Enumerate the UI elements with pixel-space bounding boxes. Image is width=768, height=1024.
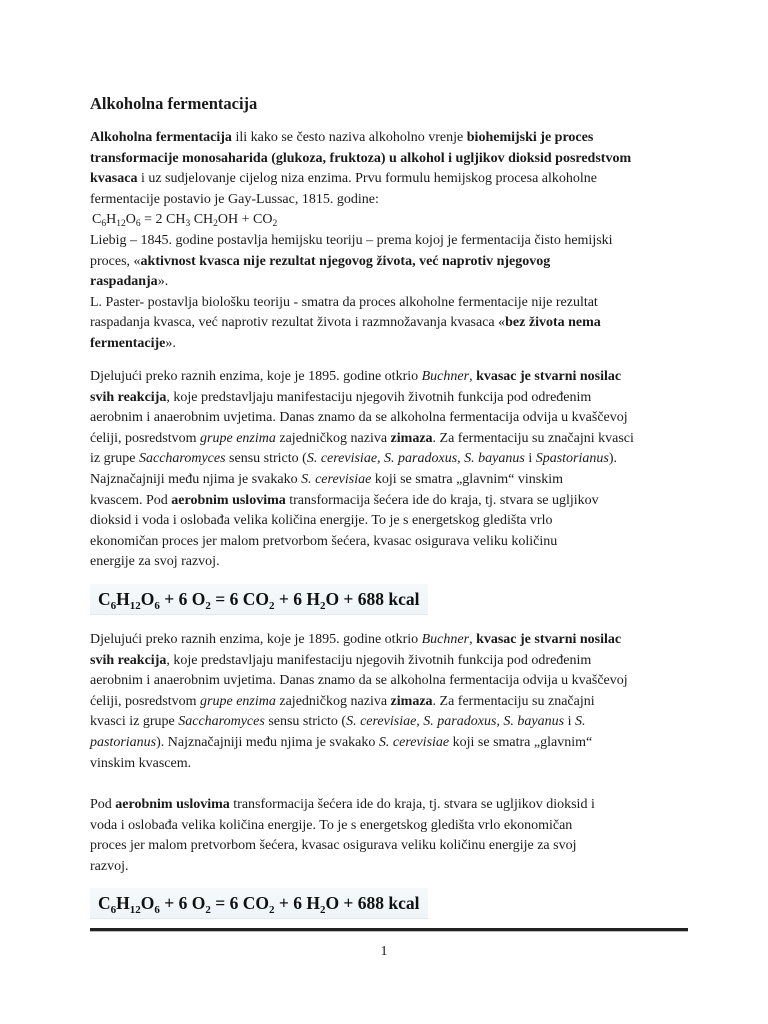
bold-term: bez života nema	[505, 315, 601, 331]
bold-term: biohemijski je proces	[466, 130, 594, 145]
paragraph-buchner-repeat	[90, 630, 678, 774]
formula-subscript: 2	[213, 219, 218, 230]
text-line	[90, 128, 678, 149]
equation-part: H	[116, 893, 130, 913]
equation-part: O	[140, 893, 155, 913]
text-line	[90, 367, 678, 388]
bold-term: zimaza	[390, 693, 433, 709]
equation-subscript: 2	[319, 600, 326, 612]
text-span: transformacija šećera ide do kraja, tj. stvara se ugljikov dioksid i	[229, 797, 595, 812]
bold-term: kvasaca	[90, 171, 138, 187]
text-span: sensu stricto (	[264, 714, 347, 730]
text-line	[90, 313, 678, 334]
text-span: , koje predstavljaju manifestaciju njegovih životnih funkcija pod određenim	[166, 652, 592, 668]
text-line	[90, 149, 678, 170]
text-line: aerobnim i anaerobnim uvjetima. Danas znamo da se alkoholna fermentacija odvija u kvaščevoj	[90, 673, 628, 689]
text-span: . Za fermentaciju su značajni kvasci	[432, 430, 634, 446]
equation-subscript: 2	[205, 600, 211, 612]
text-span: i	[564, 714, 575, 730]
italic-term: grupe enzima	[200, 430, 276, 446]
text-span: ,	[469, 632, 477, 647]
equation-aerobic-1	[90, 584, 428, 615]
text-span: ).	[608, 451, 617, 467]
text-span: sensu stricto (	[225, 451, 307, 467]
equation-part: = 6 CO	[210, 589, 269, 609]
equation-subscript: 2	[205, 904, 211, 916]
formula-subscript: 12	[116, 219, 126, 230]
bold-term: Alkoholna fermentacija	[90, 130, 232, 145]
text-span: kvascem. Pod	[90, 492, 172, 508]
text-span: zajedničkog naziva	[275, 430, 391, 446]
equation-subscript: 2	[268, 904, 275, 916]
text-line: aerobnim i anaerobnim uvjetima. Danas znamo da se alkoholna fermentacija odvija u kvaščevoj	[90, 410, 628, 426]
formula-part: CH	[190, 212, 214, 228]
text-line	[90, 795, 678, 816]
paragraph-aerobic	[90, 795, 678, 877]
text-line: proces jer malom pretvorbom šećera, kvasac osigurava veliku količinu energije za svoj	[90, 838, 577, 854]
formula-part: OH + CO	[217, 212, 273, 228]
inline-formula	[90, 210, 678, 231]
text-line	[90, 491, 678, 512]
text-span: zajedničkog naziva	[275, 693, 391, 709]
text-span: koji se smatra „glavnim“ vinskim	[371, 471, 564, 487]
equation-part: + 6 H	[274, 893, 320, 913]
text-line: voda i oslobađa velika količina energije. To je s energetskog gledišta vrlo ekonomičan	[90, 817, 573, 833]
equation-aerobic-2	[90, 888, 428, 919]
text-span: ćeliji, posredstvom	[90, 430, 201, 446]
formula-part: = 2 CH	[140, 212, 186, 228]
text-span: ».	[157, 274, 169, 290]
text-line: vinskim kvascem.	[90, 755, 192, 771]
text-span: kvasci iz grupe	[90, 714, 179, 730]
formula-subscript: 6	[135, 219, 141, 230]
text-line	[90, 429, 678, 450]
paragraph-buchner	[90, 367, 678, 573]
text-span: koji se smatra „glavnim“	[449, 734, 593, 750]
bold-term: transformacije monosaharida (glukoza, fruktoza) u alkohol i ugljikov dioksid posredstvom	[90, 150, 632, 166]
equation-part: + 6 O	[159, 893, 206, 913]
text-line	[90, 334, 678, 355]
text-span: proces, «	[90, 253, 141, 269]
text-span: Najznačajniji među njima je svakako	[90, 471, 302, 487]
bold-term: zimaza	[390, 430, 433, 446]
italic-term: Buchner	[421, 632, 470, 647]
equation-part: O + 688 kcal	[325, 589, 420, 609]
formula-part: H	[106, 212, 117, 228]
italic-term: grupe enzima	[200, 693, 276, 709]
formula-part: O	[125, 212, 136, 228]
italic-term: S. cerevisiae	[378, 734, 450, 750]
equation-subscript: 12	[129, 904, 141, 916]
italic-term: S. cerevisiae, S. paradoxus, S. bayanus	[346, 714, 565, 730]
text-line	[90, 692, 678, 713]
text-line	[90, 169, 678, 190]
equation-part: O + 688 kcal	[325, 893, 420, 913]
equation-part: + 6 H	[274, 589, 320, 609]
equation-part: = 6 CO	[210, 893, 269, 913]
text-span: Djelujući preko raznih enzima, koje je 1895. godine otkrio	[90, 632, 422, 647]
bold-term: kvasac je stvarni nosilac	[476, 369, 622, 384]
text-span: ».	[165, 335, 176, 351]
text-span: transformacija šećera ide do kraja, tj. stvara se ugljikov	[285, 492, 599, 508]
italic-term: Saccharomyces	[178, 714, 265, 730]
italic-term: S.	[574, 714, 586, 730]
italic-term: S. cerevisiae, S. paradoxus, S. bayanus	[306, 451, 525, 467]
formula-subscript: 2	[272, 219, 278, 230]
equation-part: O	[140, 589, 155, 609]
text-span: ili kako se često naziva alkoholno vrenje	[231, 130, 467, 145]
text-line	[90, 651, 678, 672]
text-span: i uz sudjelovanje cijelog niza enzima. Prvu formulu hemijskog procesa alkoholne	[137, 171, 597, 187]
equation-part: C	[98, 589, 111, 609]
bold-term: aktivnost kvasca nije rezultat njegovog života, već naprotiv njegovog	[140, 253, 551, 269]
text-span: Djelujući preko raznih enzima, koje je 1895. godine otkrio	[90, 369, 422, 384]
bold-term: kvasac je stvarni nosilac	[476, 632, 622, 647]
text-span: Pod	[90, 797, 116, 812]
text-span: i	[524, 451, 536, 467]
text-span: iz grupe	[90, 451, 139, 467]
equation-subscript: 6	[154, 904, 160, 916]
text-line	[90, 733, 678, 754]
text-span: ,	[469, 369, 477, 384]
text-line	[90, 388, 678, 409]
text-line	[90, 470, 678, 491]
italic-term: pastorianus	[90, 734, 157, 750]
equation-part: + 6 O	[159, 589, 206, 609]
formula-subscript: 6	[101, 219, 107, 230]
formula-subscript: 3	[185, 219, 191, 230]
bold-term: raspadanja	[90, 274, 158, 290]
equation-subscript: 6	[110, 600, 117, 612]
text-span: raspadanja kvasca, već naprotiv rezultat života i razmnožavanja kvasaca «	[90, 315, 506, 331]
bold-term: aerobnim uslovima	[171, 492, 286, 508]
text-line: dioksid i voda i oslobađa velika količina energije. To je s energetskog gledišta vrlo	[90, 513, 553, 529]
text-span: . Za fermentaciju su značajni	[432, 693, 595, 709]
text-line	[90, 712, 678, 733]
text-span: ). Najznačajniji među njima je svakako	[156, 734, 379, 750]
paragraph-intro	[90, 128, 678, 355]
italic-term: Saccharomyces	[138, 451, 226, 467]
equation-subscript: 12	[129, 600, 141, 612]
footer-divider	[90, 928, 688, 931]
bold-term: svih reakcija	[90, 652, 167, 668]
text-line	[90, 449, 678, 470]
bold-term: svih reakcija	[90, 389, 167, 405]
text-line: energije za svoj razvoj.	[90, 554, 220, 570]
text-span: ćeliji, posredstvom	[90, 693, 201, 709]
equation-subscript: 2	[319, 904, 326, 916]
text-span: , koje predstavljaju manifestaciju njegovih životnih funkcija pod određenim	[166, 389, 592, 405]
text-line	[90, 272, 678, 293]
formula-part: C	[92, 212, 102, 228]
text-line: fermentacije postavio je Gay-Lussac, 1815. godine:	[90, 191, 379, 207]
equation-subscript: 6	[154, 600, 160, 612]
bold-term: aerobnim uslovima	[115, 797, 230, 812]
equation-part: H	[116, 589, 130, 609]
text-line	[90, 630, 678, 651]
text-line	[90, 252, 678, 273]
equation-subscript: 2	[268, 600, 275, 612]
text-line: ekonomičan proces jer malom pretvorbom šećera, kvasac osigurava veliku količinu	[90, 533, 558, 549]
page-title: Alkoholna fermentacija	[90, 94, 258, 113]
equation-part: C	[98, 893, 111, 913]
text-line: razvoj.	[90, 858, 129, 874]
italic-term: Buchner	[421, 369, 470, 384]
italic-term: S. cerevisiae	[301, 471, 372, 487]
equation-subscript: 6	[110, 904, 117, 916]
italic-term: Spastorianus	[535, 451, 609, 467]
bold-term: fermentacije	[90, 335, 166, 351]
text-line: Liebig – 1845. godine postavlja hemijsku teoriju – prema kojoj je fermentacija čisto hemijski	[90, 232, 613, 248]
page-number: 1	[380, 944, 388, 959]
text-line: L. Paster- postavlja biološku teoriju - smatra da proces alkoholne fermentacije nije rezultat	[90, 294, 598, 310]
